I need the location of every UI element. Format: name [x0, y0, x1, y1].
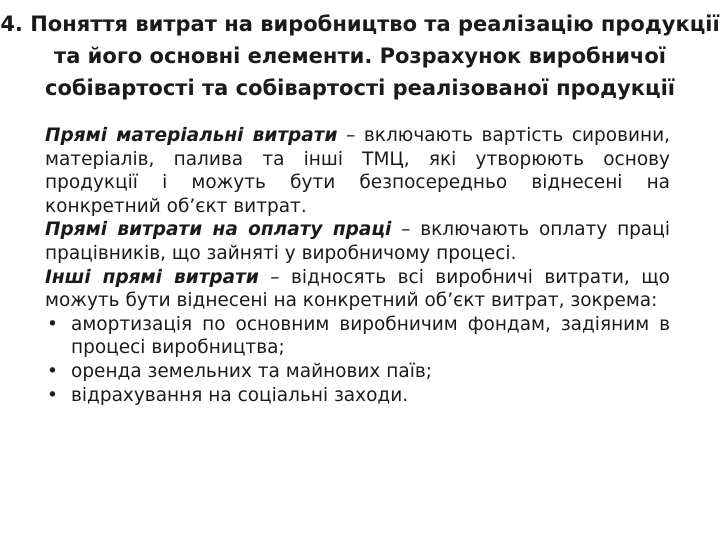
paragraph-direct-labor-costs [45, 218, 670, 265]
slide-body [45, 124, 670, 407]
definition-direct-material-costs: – включають вартість сировини, матеріалів, палива та інші ТМЦ, які утворюють основу продукції і можуть бути безпосередньо віднесені на конкретний об’єкт витрат. [45, 125, 670, 217]
bullet-icon: • [47, 360, 58, 382]
definition-direct-labor-costs: – включають оплату праці працівників, що зайняті у виробничому процесі. [45, 219, 670, 264]
definition-other-direct-costs: – відносять всі виробничі витрати, що можуть бути віднесені на конкретний об’єкт витрат, зокрема: [45, 266, 670, 312]
title-line-1: 4. Поняття витрат на виробництво та реалізацію продукції [0, 12, 720, 36]
list-item [45, 384, 670, 408]
paragraph-other-direct-costs [45, 266, 670, 313]
list-item [45, 360, 670, 384]
bullet-icon: • [47, 384, 58, 406]
term-other-direct-costs: Інші прямі витрати [45, 266, 259, 288]
bullet-icon: • [47, 313, 58, 335]
bullet-text-land-rent: оренда земельних та майнових паїв; [71, 360, 432, 382]
bullet-text-depreciation: амортизація по основним виробничим фондам, задіяним в процесі виробництва; [71, 313, 670, 359]
list-item [45, 313, 670, 360]
term-direct-material-costs: Прямі матеріальні витрати [45, 125, 338, 146]
paragraph-direct-material-costs [45, 124, 670, 218]
term-direct-labor-costs: Прямі витрати на оплату праці [45, 219, 392, 241]
slide-title [0, 8, 720, 104]
title-line-3: собівартості та собівартості реалізованої продукції [45, 76, 675, 100]
bullet-list [45, 313, 670, 407]
bullet-text-social-contributions: відрахування на соціальні заходи. [71, 384, 409, 406]
title-line-2: та його основні елементи. Розрахунок виробничої [54, 44, 666, 68]
